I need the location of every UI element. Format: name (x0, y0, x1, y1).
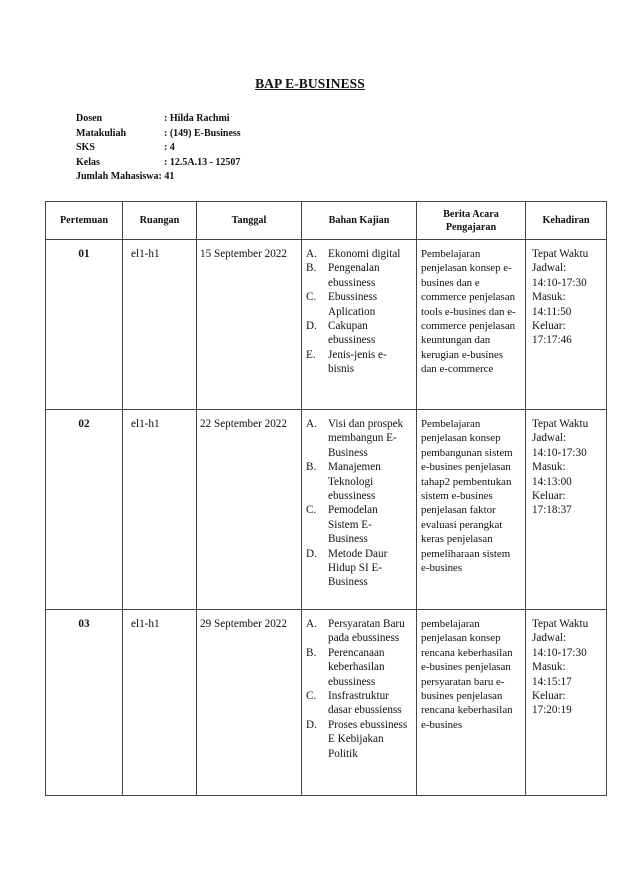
teaching-notes: pembelajaran penjelasan konsep rencana keberhasilan e-busines penjelasan persyaratan baru e-busines penjelasan rencana keberhasilan e-busines (417, 610, 526, 796)
info-label: Kelas (76, 156, 100, 168)
info-value: : Hilda Rachmi (164, 112, 230, 127)
info-value: : (149) E-Business (164, 127, 241, 142)
check-in-time: 14:11:50 (532, 305, 572, 318)
topics (302, 410, 417, 610)
check-in-label: Masuk: (532, 461, 566, 474)
topic-item: Pemodelan Sistem E-Business (328, 504, 378, 546)
info-row-kelas (76, 156, 241, 171)
check-out-time: 17:20:19 (532, 704, 572, 717)
date: 22 September 2022 (197, 410, 302, 610)
topic-item: Pengenalan ebussiness (328, 262, 380, 289)
topic-item: Persyaratan Baru pada ebussiness (328, 618, 405, 645)
check-in-label: Masuk: (532, 291, 566, 304)
table-header-row (46, 202, 607, 240)
topic-list (306, 417, 410, 590)
course-info (76, 112, 241, 185)
date: 15 September 2022 (197, 240, 302, 410)
schedule-time: 14:10-17:30 (532, 646, 587, 659)
header-pertemuan: Pertemuan (46, 202, 123, 240)
room: el1-h1 (123, 410, 197, 610)
info-row-dosen (76, 112, 241, 127)
teaching-notes: Pembelajaran penjelasan konsep e-busines dan e commerce penjelasan tools e-busines dan e-commerce penjelasan keuntungan dan kerugian e-busines dan e-commerce (417, 240, 526, 410)
schedule-label: Jadwal: (532, 262, 567, 275)
info-label: SKS (76, 142, 95, 154)
topic-item: Cakupan ebussiness (328, 320, 376, 347)
header-kehadiran: Kehadiran (526, 202, 607, 240)
table-row (46, 610, 607, 796)
topic-item: Ebussiness Aplication (328, 291, 378, 318)
check-in-time: 14:15:17 (532, 675, 572, 688)
attendance (526, 410, 607, 610)
topic-item: Ekonomi digital (328, 248, 401, 260)
topic-item: Jenis-jenis e-bisnis (328, 348, 387, 376)
info-value: : 12.5A.13 - 12507 (164, 156, 240, 171)
schedule-time: 14:10-17:30 (532, 276, 587, 289)
check-out-label: Keluar: (532, 490, 566, 503)
check-out-label: Keluar: (532, 320, 566, 333)
topic-item: Metode Daur Hidup SI E-Business (328, 547, 388, 589)
topic-item: Proses ebussiness E Kebijakan Politik (328, 718, 408, 760)
topic-item: Insfrastruktur dasar ebussienss (328, 690, 402, 717)
meeting-number: 02 (46, 410, 123, 610)
document-title: BAP E-BUSINESS (255, 76, 365, 91)
info-row-jumlah-mahasiswa (76, 170, 241, 185)
topic-list (306, 247, 410, 377)
check-in-label: Masuk: (532, 661, 566, 674)
room: el1-h1 (123, 610, 197, 796)
check-out-time: 17:17:46 (532, 334, 572, 347)
room: el1-h1 (123, 240, 197, 410)
schedule-label: Jadwal: (532, 432, 567, 445)
header-tanggal: Tanggal (197, 202, 302, 240)
info-row-matakuliah (76, 127, 241, 142)
schedule-time: 14:10-17:30 (532, 446, 587, 459)
attendance (526, 240, 607, 410)
info-value: : 4 (164, 141, 175, 156)
topics (302, 610, 417, 796)
schedule-label: Jadwal: (532, 632, 567, 645)
date: 29 September 2022 (197, 610, 302, 796)
check-out-time: 17:18:37 (532, 504, 572, 517)
info-value: : 41 (159, 170, 175, 185)
info-label: Jumlah Mahasiswa (76, 171, 159, 183)
topic-item: Manajemen Teknologi ebussiness (328, 461, 381, 503)
bap-table (45, 201, 607, 796)
table-row (46, 410, 607, 610)
check-in-time: 14:13:00 (532, 475, 572, 488)
attendance-status: Tepat Waktu (532, 418, 589, 430)
header-berita-acara (417, 202, 526, 240)
table-row (46, 240, 607, 410)
meeting-number: 01 (46, 240, 123, 410)
meeting-number: 03 (46, 610, 123, 796)
info-row-sks (76, 141, 241, 156)
header-bahan-kajian: Bahan Kajian (302, 202, 417, 240)
info-label: Matakuliah (76, 127, 127, 139)
topic-item: Visi dan prospek membangun E-Business (328, 418, 404, 459)
teaching-notes: Pembelajaran penjelasan konsep pembangunan sistem e-busines penjelasan tahap2 pembentukan sistem e-busines penjelasan faktor evaluasi perangkat keras penjelasan pemeliharaan sistem e-busines (417, 410, 526, 610)
header-berita-acara-label: Berita Acara Pengajaran (443, 208, 499, 233)
topic-item: Perencanaan keberhasilan ebussiness (328, 646, 385, 688)
attendance-status: Tepat Waktu (532, 618, 589, 630)
topics (302, 240, 417, 410)
attendance-status: Tepat Waktu (532, 248, 589, 260)
topic-list (306, 617, 410, 761)
header-ruangan: Ruangan (123, 202, 197, 240)
attendance (526, 610, 607, 796)
info-label: Dosen (76, 113, 103, 124)
check-out-label: Keluar: (532, 690, 566, 703)
